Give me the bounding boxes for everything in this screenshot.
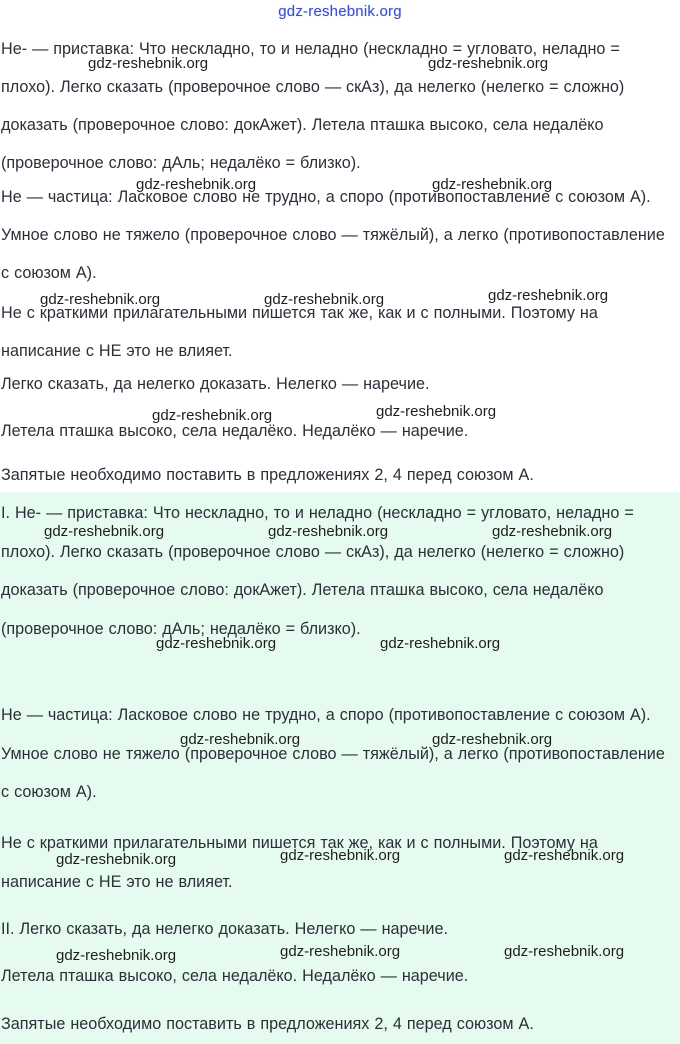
paragraph-commas: Запятые необходимо поставить в предложениях 2, 4 перед союзом А. [1, 1015, 534, 1033]
watermark-text: gdz-reshebnik.org [156, 635, 277, 652]
watermark-text: gdz-reshebnik.org [268, 523, 389, 540]
watermark-text: gdz-reshebnik.org [488, 287, 609, 304]
paragraph-nedaleko: Летела пташка высоко, села недалёко. Недалёко — наречие. [1, 422, 469, 440]
watermark-text: gdz-reshebnik.org [280, 847, 401, 864]
watermark-text: gdz-reshebnik.org [428, 55, 549, 72]
watermark-text: gdz-reshebnik.org [56, 851, 177, 868]
watermark-text: gdz-reshebnik.org [40, 291, 161, 308]
paragraph-commas: Запятые необходимо поставить в предложениях 2, 4 перед союзом А. [1, 466, 534, 484]
paragraph-particle-ne: Не — частица: Ласковое слово не трудно, а споро (противопоставление с союзом А). Умное слово не тяжело (проверочное слово — тяжёлый), а легко (противопоставление с союзом А). [1, 706, 665, 801]
paragraph-prefix-ne: Не- — приставка: Что нескладно, то и неладно (нескладно = угловато, неладно = плохо). Легко сказать (проверочное слово — скАз), да нелегко (нелегко = сложно) доказать (проверочное слово: докАжет). Летела пташка высоко, села недалёко (проверочное слово: дАль; недалёко = близко). [1, 40, 625, 172]
watermark-text: gdz-reshebnik.org [504, 943, 625, 960]
watermark-text: gdz-reshebnik.org [152, 407, 273, 424]
answer-section-1 [0, 26, 680, 492]
watermark-text: gdz-reshebnik.org [44, 523, 165, 540]
watermark-text: gdz-reshebnik.org [136, 176, 257, 193]
paragraph-nelegko: Легко сказать, да нелегко доказать. Нелегко — наречие. [1, 375, 430, 393]
paragraph-nedaleko: Летела пташка высоко, села недалёко. Недалёко — наречие. [1, 967, 469, 985]
watermark-text: gdz-reshebnik.org [432, 731, 553, 748]
watermark-text: gdz-reshebnik.org [264, 291, 385, 308]
paragraph-nelegko: II. Легко сказать, да нелегко доказать. Нелегко — наречие. [1, 920, 448, 938]
site-header-link[interactable]: gdz-reshebnik.org [278, 3, 402, 20]
watermark-text: gdz-reshebnik.org [88, 55, 209, 72]
watermark-text: gdz-reshebnik.org [432, 176, 553, 193]
answer-section-2 [0, 492, 680, 1044]
watermark-text: gdz-reshebnik.org [504, 847, 625, 864]
watermark-text: gdz-reshebnik.org [180, 731, 301, 748]
watermark-text: gdz-reshebnik.org [56, 947, 177, 964]
paragraph-short-adjectives: Не с краткими прилагательными пишется так же, как и с полными. Поэтому на написание с НЕ это не влияет. [1, 304, 598, 360]
watermark-text: gdz-reshebnik.org [280, 943, 401, 960]
paragraph-particle-ne: Не — частица: Ласковое слово не трудно, а споро (противопоставление с союзом А). Умное слово не тяжело (проверочное слово — тяжёлый), а легко (противопоставление с союзом А). [1, 188, 665, 282]
paragraph-prefix-ne: I. Не- — приставка: Что нескладно, то и неладно (нескладно = угловато, неладно = плохо). Легко сказать (проверочное слово — скАз), да нелегко (нелегко = сложно) доказать (проверочное слово: докАжет). Летела пташка высоко, села недалёко (проверочное слово: дАль; недалёко = близко). [1, 504, 634, 638]
paragraph-short-adjectives: Не с краткими прилагательными пишется так же, как и с полными. Поэтому на написание с НЕ это не влияет. [1, 834, 598, 891]
watermark-text: gdz-reshebnik.org [492, 523, 613, 540]
watermark-text: gdz-reshebnik.org [376, 403, 497, 420]
watermark-text: gdz-reshebnik.org [380, 635, 501, 652]
